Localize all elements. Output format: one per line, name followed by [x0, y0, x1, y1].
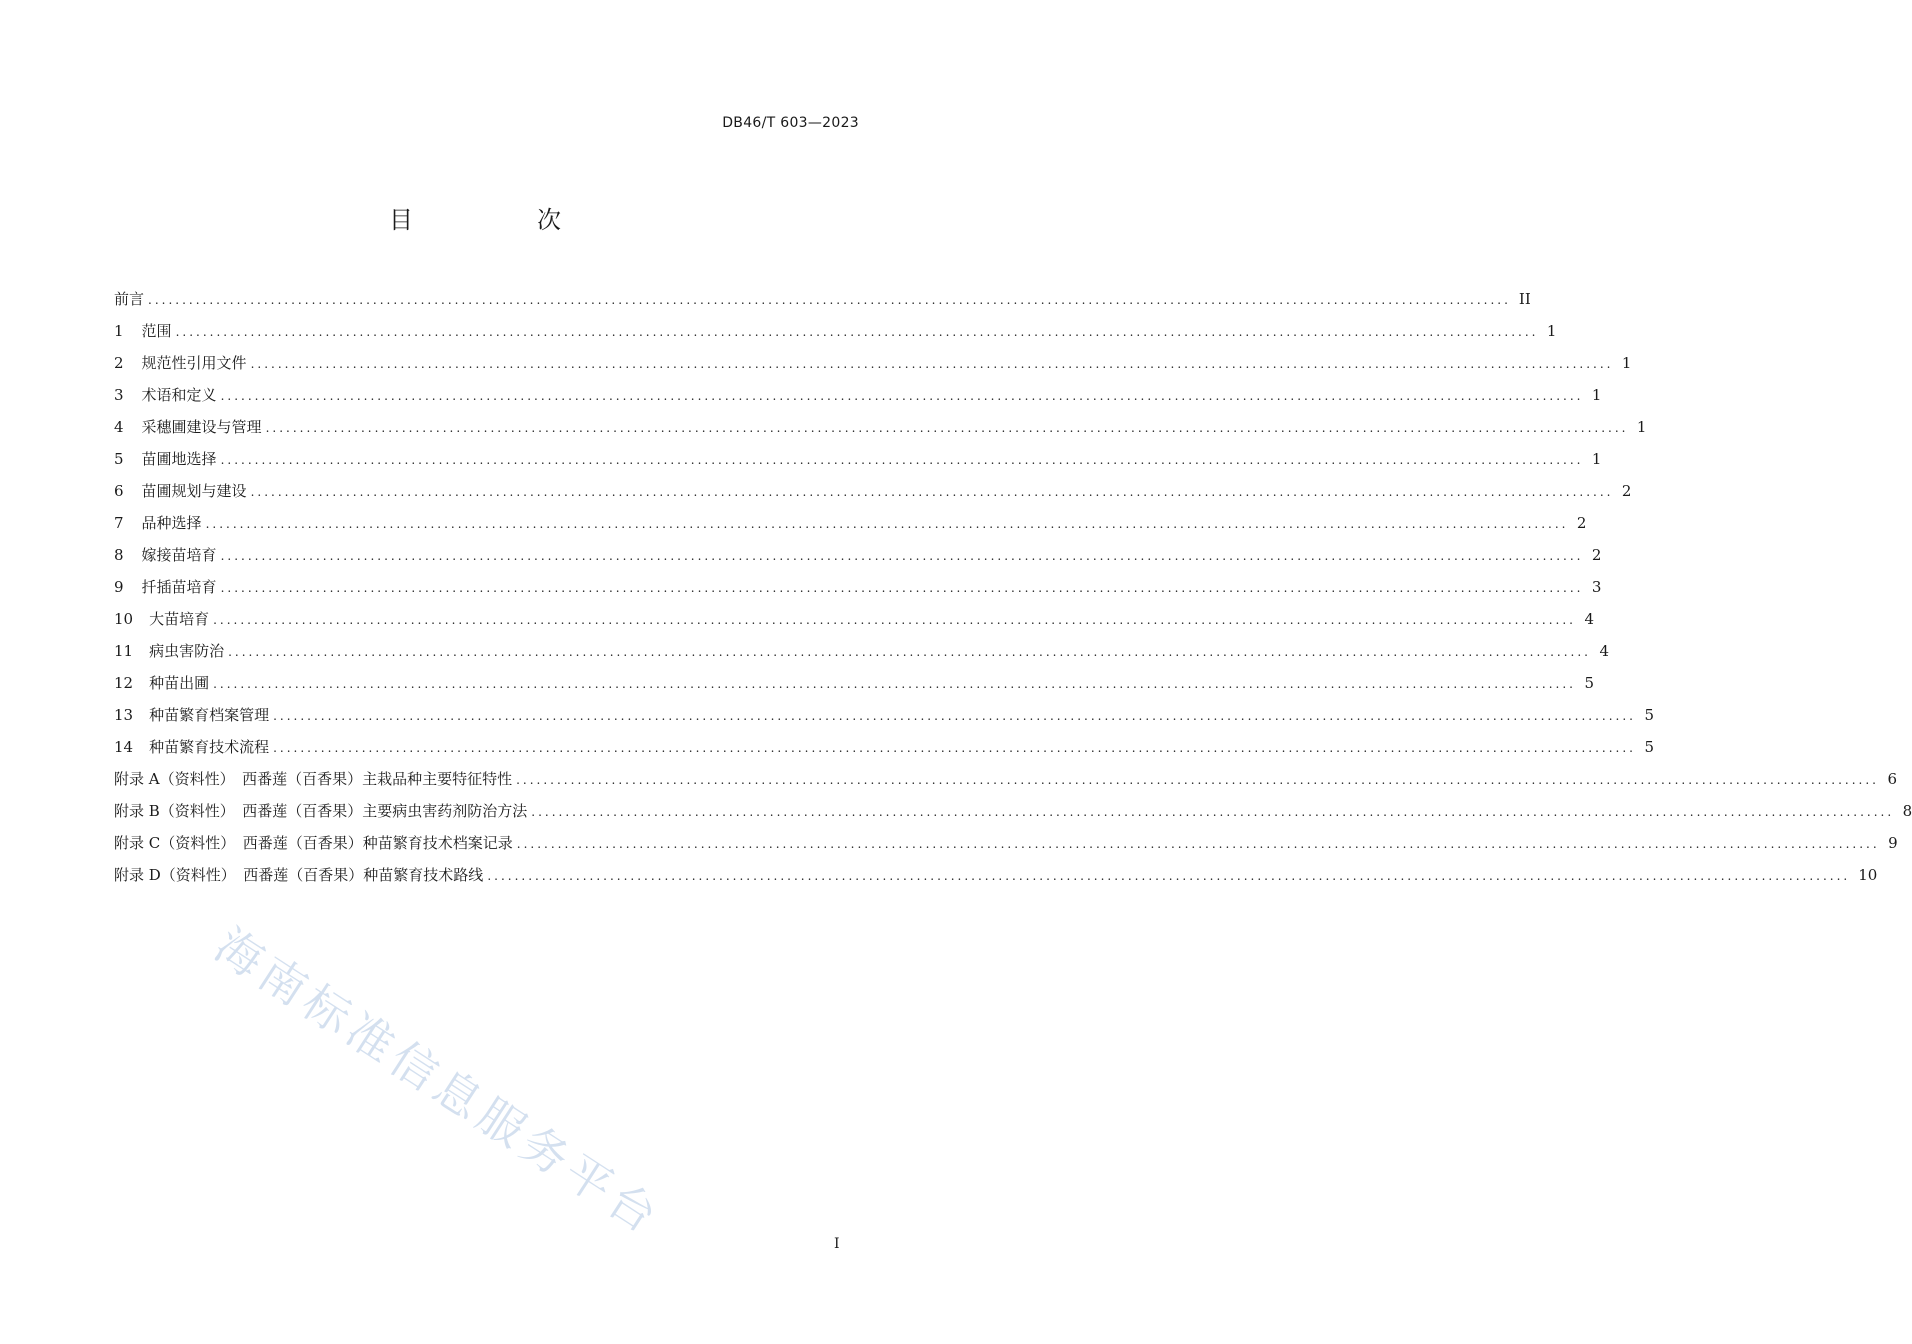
- toc-entry-number: 3: [114, 386, 124, 404]
- toc-entry[interactable]: [114, 349, 1632, 381]
- toc-entry-label: 附录 A（资料性） 西番莲（百香果）主栽品种主要特征特性: [114, 770, 513, 788]
- toc-entry-page: 2: [1621, 482, 1632, 500]
- toc-leader-dots: ........................................................................................................................................................................................................: [250, 485, 1614, 499]
- toc-leader-dots: ........................................................................................................................................................................................................: [205, 517, 1569, 531]
- toc-entry-label: 范围: [141, 322, 172, 340]
- toc-entry-label: 病虫害防治: [149, 642, 225, 660]
- toc-entry-page: 2: [1576, 514, 1587, 532]
- toc-entry-label: 前言: [114, 290, 145, 308]
- toc-leader-dots: ........................................................................................................................................................................................................: [220, 581, 1584, 595]
- toc-entry[interactable]: [114, 605, 1594, 637]
- toc-entry-number: 12: [114, 674, 134, 692]
- toc-entry[interactable]: [114, 797, 1912, 829]
- toc-leader-dots: ........................................................................................................................................................................................................: [516, 773, 1879, 787]
- toc-entry-number: 8: [114, 546, 124, 564]
- toc-entry-number: 1: [114, 322, 124, 340]
- toc-entry-page: 5: [1584, 674, 1594, 692]
- toc-leader-dots: ........................................................................................................................................................................................................: [220, 453, 1584, 467]
- toc-entry-page: 1: [1591, 450, 1602, 468]
- toc-leader-dots: ........................................................................................................................................................................................................: [213, 613, 1576, 627]
- toc-entry-label: 苗圃规划与建设: [141, 482, 247, 500]
- toc-leader-dots: ........................................................................................................................................................................................................: [148, 293, 1511, 307]
- toc-leader-dots: ........................................................................................................................................................................................................: [213, 677, 1576, 691]
- toc-entry-label: 嫁接苗培育: [141, 546, 217, 564]
- toc-entry-page: 5: [1644, 738, 1654, 756]
- toc-entry[interactable]: [114, 669, 1594, 701]
- toc-entry-label: 种苗出圃: [149, 674, 210, 692]
- toc-entry[interactable]: [114, 733, 1654, 765]
- toc-leader-dots: ........................................................................................................................................................................................................: [516, 837, 1880, 851]
- toc-entry-page: 5: [1644, 706, 1654, 724]
- toc-leader-dots: ........................................................................................................................................................................................................: [220, 389, 1584, 403]
- toc-entry[interactable]: [114, 861, 1878, 893]
- toc-entry-label: 术语和定义: [141, 386, 217, 404]
- toc-entry-page: 1: [1591, 386, 1602, 404]
- toc-entry[interactable]: [114, 285, 1531, 317]
- toc-entry-label: 种苗繁育档案管理: [149, 706, 270, 724]
- toc-entry-label: 附录 D（资料性） 西番莲（百香果）种苗繁育技术路线: [114, 866, 484, 884]
- toc-entry-number: 13: [114, 706, 134, 724]
- page-number: I: [834, 1236, 840, 1252]
- toc-entry-label: 附录 C（资料性） 西番莲（百香果）种苗繁育技术档案记录: [114, 834, 513, 852]
- page-title: 目 次: [389, 206, 611, 234]
- toc-leader-dots: ........................................................................................................................................................................................................: [265, 421, 1629, 435]
- toc-leader-dots: ........................................................................................................................................................................................................: [175, 325, 1539, 339]
- toc-entry-number: 10: [114, 610, 134, 628]
- toc-entry[interactable]: [114, 477, 1632, 509]
- toc-entry-page: 1: [1636, 418, 1647, 436]
- toc-entry-page: 1: [1621, 354, 1632, 372]
- toc-leader-dots: ........................................................................................................................................................................................................: [273, 741, 1636, 755]
- toc-entry-label: 采穗圃建设与管理: [141, 418, 262, 436]
- toc-entry-number: 14: [114, 738, 134, 756]
- document-code: DB46/T 603—2023: [722, 115, 859, 131]
- toc-entry-label: 扦插苗培育: [141, 578, 217, 596]
- toc-entry-page: 1: [1546, 322, 1557, 340]
- toc-entry-label: 附录 B（资料性） 西番莲（百香果）主要病虫害药剂防治方法: [114, 802, 528, 820]
- toc-entry-label: 规范性引用文件: [141, 354, 247, 372]
- toc-entry-page: 10: [1858, 866, 1878, 884]
- toc-entry-label: 种苗繁育技术流程: [149, 738, 270, 756]
- toc-entry[interactable]: [114, 381, 1602, 413]
- toc-entry-label: 苗圃地选择: [141, 450, 217, 468]
- toc-entry[interactable]: [114, 445, 1602, 477]
- toc-entry-number: 2: [114, 354, 124, 372]
- table-of-contents: [114, 285, 1912, 893]
- toc-entry-page: II: [1518, 290, 1531, 308]
- toc-entry-number: 5: [114, 450, 124, 468]
- toc-leader-dots: ........................................................................................................................................................................................................: [273, 709, 1636, 723]
- toc-entry[interactable]: [114, 573, 1602, 605]
- toc-entry-page: 8: [1902, 802, 1912, 820]
- toc-entry[interactable]: [114, 509, 1587, 541]
- toc-entry-label: 大苗培育: [149, 610, 210, 628]
- toc-entry[interactable]: [114, 765, 1897, 797]
- toc-entry-number: 7: [114, 514, 124, 532]
- toc-entry[interactable]: [114, 317, 1557, 349]
- toc-entry-number: 4: [114, 418, 124, 436]
- toc-entry-number: 6: [114, 482, 124, 500]
- toc-entry-page: 4: [1599, 642, 1609, 660]
- toc-entry[interactable]: [114, 413, 1647, 445]
- toc-entry-page: 4: [1584, 610, 1594, 628]
- toc-entry[interactable]: [114, 829, 1898, 861]
- toc-entry-page: 6: [1887, 770, 1897, 788]
- toc-leader-dots: ........................................................................................................................................................................................................: [531, 805, 1895, 819]
- toc-entry-page: 3: [1591, 578, 1602, 596]
- toc-entry-page: 9: [1888, 834, 1898, 852]
- toc-leader-dots: ........................................................................................................................................................................................................: [487, 869, 1851, 883]
- toc-entry[interactable]: [114, 701, 1654, 733]
- toc-entry-number: 9: [114, 578, 124, 596]
- toc-entry-number: 11: [114, 642, 134, 660]
- watermark: 海南标准信息服务平台: [205, 917, 672, 1247]
- toc-leader-dots: ........................................................................................................................................................................................................: [220, 549, 1584, 563]
- toc-entry[interactable]: [114, 541, 1602, 573]
- toc-leader-dots: ........................................................................................................................................................................................................: [228, 645, 1591, 659]
- toc-leader-dots: ........................................................................................................................................................................................................: [250, 357, 1614, 371]
- toc-entry[interactable]: [114, 637, 1609, 669]
- toc-entry-page: 2: [1591, 546, 1602, 564]
- toc-entry-label: 品种选择: [141, 514, 202, 532]
